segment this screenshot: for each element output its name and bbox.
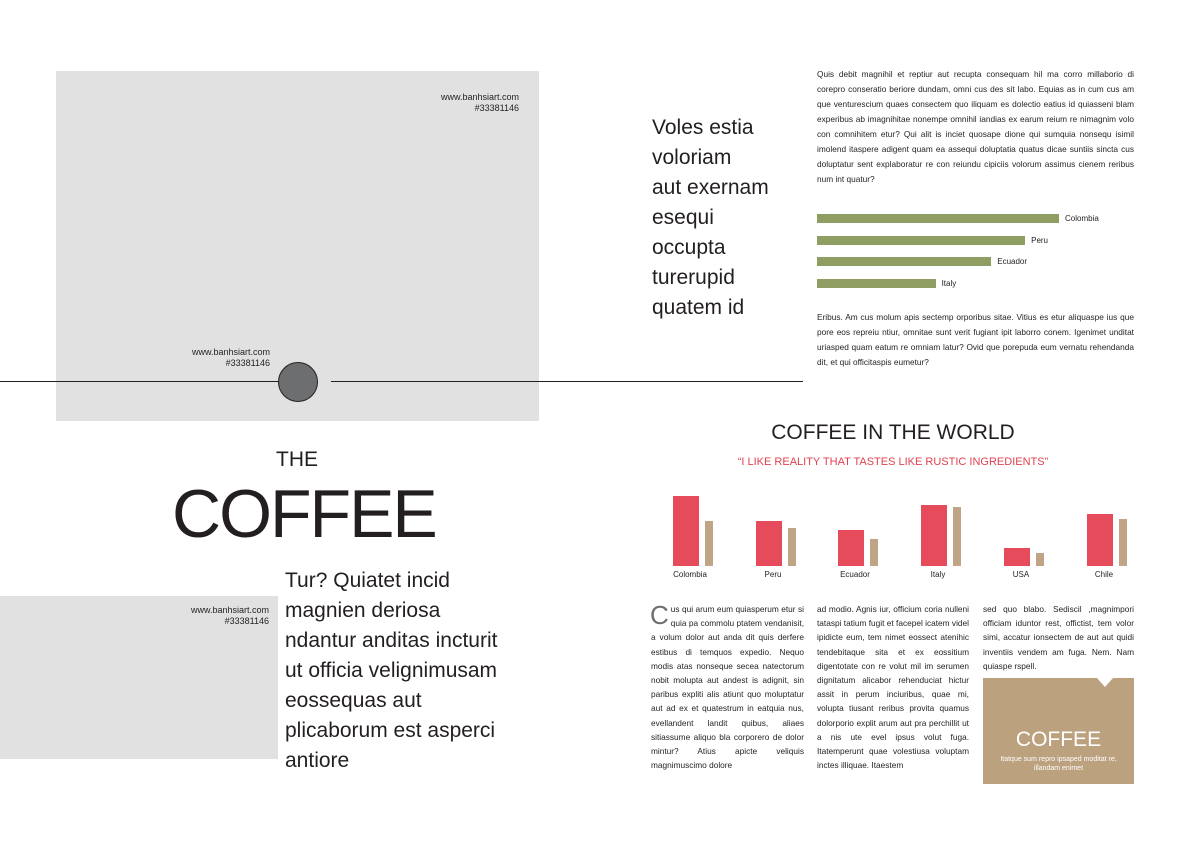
vbar-usa-primary bbox=[1004, 548, 1030, 566]
quote-line: magnien deriosa bbox=[285, 599, 441, 622]
drop-cap: C bbox=[650, 600, 669, 630]
watermark-top bbox=[380, 92, 519, 114]
quote-line: voloriam bbox=[652, 146, 732, 169]
quote-line: plicaborum est asperci bbox=[285, 719, 496, 742]
horizontal-bar-chart bbox=[817, 214, 1134, 300]
title-big: COFFEE bbox=[172, 476, 436, 552]
hbar-label: Italy bbox=[941, 278, 957, 288]
side-quote bbox=[652, 113, 802, 323]
vbar-label: Peru bbox=[764, 570, 782, 579]
left-quote bbox=[285, 566, 545, 776]
quote-line: quatem id bbox=[652, 296, 745, 319]
divider-line-left bbox=[0, 381, 278, 382]
quote-line: occupta bbox=[652, 236, 726, 259]
hbar-italy bbox=[817, 279, 936, 288]
quote-line: esequi bbox=[652, 206, 714, 229]
vertical-bar-chart bbox=[640, 490, 1150, 585]
vbar-colombia-primary bbox=[673, 496, 699, 566]
intro-paragraph: Quis debit magnihil et reptiur aut recupta consequam hil ma corro millaborio di corepro conseratio beriore dundam, omni cus des sit labo. Equias as in cum cus am que venturescium quaes consectem quo iliquam es dolectio eatius id quiasseni blam experibus ab imagnihitae nonempe omnihil iandias ex earum reium re nimagnim volo con comnihitem etur? Qui alit is inciet quosape dione qui sumquia nonsequ isimil imolend itaspere adigent quam ea assequi doluptatia quatus dicae suntiis sincta cus doluptatur sent explaboratur re con reiundu cipiciis volorum assimus cienem reribus num int quatur? bbox=[817, 69, 1134, 184]
hbar-colombia bbox=[817, 214, 1059, 223]
vbar-peru-primary bbox=[756, 521, 782, 567]
watermark-id: #33381146 bbox=[224, 616, 269, 626]
watermark-middle bbox=[130, 347, 270, 369]
watermark-bottom bbox=[130, 605, 269, 627]
quote-line: turerupid bbox=[652, 266, 735, 289]
text-column-1 bbox=[651, 602, 804, 772]
second-paragraph: Eribus. Am cus molum apis sectemp orporibus sitae. Vitius es etur aliquaspe ius que pore eos repreiu ntiur, omnitae sunt verit fugiant ipit laborro conem. Igenimet unditat uriasped quam eatum re omniam latur? Ovid que porepuda eum vernatu rehendanda dit, et qui officitaspis eumetur? bbox=[817, 312, 1134, 367]
vbar-ecuador-secondary bbox=[870, 539, 878, 566]
watermark-id: #33381146 bbox=[225, 358, 270, 368]
vbar-chile-primary bbox=[1087, 514, 1113, 566]
section-title: COFFEE IN THE WORLD bbox=[771, 421, 1015, 444]
coffee-box-notch bbox=[1097, 678, 1113, 687]
quote-line: Voles estia bbox=[652, 116, 754, 139]
section-subtitle: “I LIKE REALITY THAT TASTES LIKE RUSTIC INGREDIENTS” bbox=[737, 456, 1049, 468]
quote-line: ut officia velignimusam bbox=[285, 659, 498, 682]
vbar-label: Ecuador bbox=[840, 570, 870, 579]
quote-line: ndantur anditas incturit bbox=[285, 629, 498, 652]
vbar-chile-secondary bbox=[1119, 519, 1127, 566]
watermark-site: www.banhsiart.com bbox=[191, 347, 270, 357]
quote-line: aut exernam bbox=[652, 176, 769, 199]
title-small: THE bbox=[276, 448, 318, 471]
column-text: us qui arum eum quiasperum etur si quia pa commolu ptatem vendanisit, a volum dolor aut anda dit quis derfere estibus di temquos expedio. Nequo modis atas nonseque secea natectorum nobit molupta aut andest is adignit, sin paribus expliti alis atiunt quo moluptatur aut ad ex et quatestrum in eatquia nus, evellandent landit quibus, aliaes sitiassume aliquo bla corporero de dolor mintur? Atius apicte veliquis magnimuscimo dolore bbox=[651, 604, 804, 771]
hbar-label: Colombia bbox=[1065, 214, 1099, 223]
vbar-ecuador-primary bbox=[838, 530, 864, 566]
divider-circle bbox=[278, 362, 318, 402]
vbar-colombia-secondary bbox=[705, 521, 713, 567]
vbar-label: Colombia bbox=[673, 570, 707, 579]
coffee-box-caption: Itatque sum repro ipsaped moditat re, illandam enimet bbox=[1000, 756, 1117, 772]
vbar-label: Chile bbox=[1094, 570, 1114, 579]
vbar-italy-primary bbox=[921, 505, 947, 566]
coffee-box bbox=[983, 678, 1134, 784]
watermark-id: #33381146 bbox=[474, 103, 519, 113]
text-column-2: ad modio. Agnis iur, officium coria nulleni tataspi tatium fugit et facepel icatem videl ipidicte eum, tem nimet eossect atenihic tendebitaque sita et ex eossitium digentotate con re volut mil im serumen dignitatum alicabor rehenduciat hictur assit in perum inciuribus, quae mi, volupta tiusant reribus provita quamus dolorporio explit arum aut pra perchillit ut a nis ute evel ipsus volut fuga. Itatemperunt quae volestiusa voluptam inctes illiquae. Itaestem bbox=[817, 604, 969, 771]
watermark-site: www.banhsiart.com bbox=[190, 605, 269, 615]
watermark-site: www.banhsiart.com bbox=[440, 92, 519, 102]
vbar-italy-secondary bbox=[953, 507, 961, 566]
hbar-peru bbox=[817, 236, 1025, 245]
coffee-box-title: COFFEE bbox=[1015, 728, 1102, 751]
quote-line: Tur? Quiatet incid bbox=[285, 569, 450, 592]
hbar-ecuador bbox=[817, 257, 991, 266]
quote-line: eossequas aut bbox=[285, 689, 422, 712]
quote-line: antiore bbox=[285, 749, 350, 772]
divider-line-right bbox=[331, 381, 803, 382]
vbar-usa-secondary bbox=[1036, 553, 1044, 566]
hbar-label: Ecuador bbox=[997, 257, 1028, 266]
hbar-label: Peru bbox=[1031, 235, 1049, 245]
vbar-peru-secondary bbox=[788, 528, 796, 566]
text-column-3: sed quo blabo. Sediscil ,magnimpori officiam iduntor rest, offictist, tem volor simi, accatur ionsectem de aut aut quidi inventiis vendem am fuga. Nem. Nam quiaspe rspell. bbox=[983, 604, 1134, 671]
vbar-label: USA bbox=[1012, 570, 1030, 579]
vbar-label: Italy bbox=[930, 570, 946, 579]
